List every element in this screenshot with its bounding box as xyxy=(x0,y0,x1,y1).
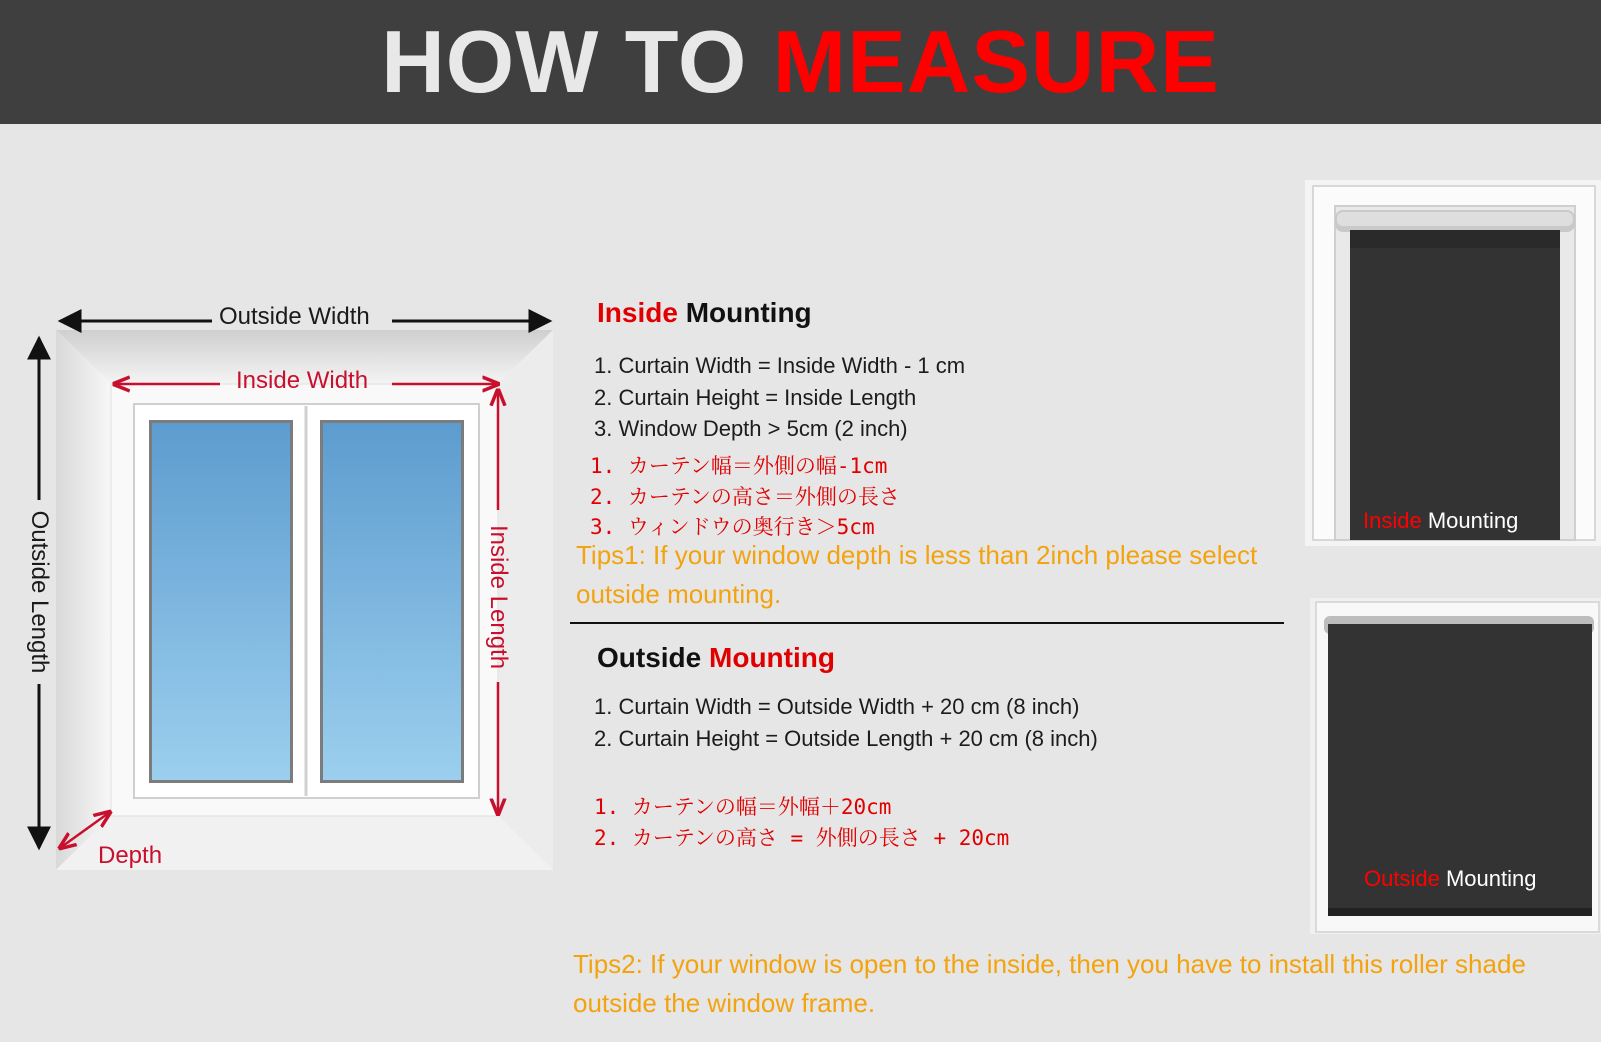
page-title xyxy=(0,0,1601,124)
section-divider xyxy=(570,622,1284,624)
window-frame xyxy=(111,384,498,816)
list-item: 1. Curtain Width = Inside Width - 1 cm xyxy=(594,353,966,378)
outside-mounting-title-black: Outside xyxy=(597,642,710,673)
list-item: 3. ウィンドウの奥行き＞5cm xyxy=(590,515,875,539)
outside-mounting-list xyxy=(594,691,1098,754)
list-item: 2. カーテンの高さ＝外側の長さ xyxy=(590,484,900,509)
inside-mounting-jp-list xyxy=(590,451,900,543)
caption-white: Mounting xyxy=(1421,508,1519,533)
list-item: 2. カーテンの高さ = 外側の長さ + 20cm xyxy=(594,825,1010,850)
outside-width-label: Outside Width xyxy=(219,303,370,330)
caption-red: Outside xyxy=(1364,866,1440,891)
window-diagram xyxy=(0,300,570,880)
tips2-text: Tips2: If your window is open to the inside, then you have to install this roller shade outside the window frame. xyxy=(573,949,1526,1018)
list-item: 2. Curtain Height = Inside Length xyxy=(594,384,917,410)
inside-mounting-title xyxy=(597,297,812,329)
inside-width-label: Inside Width xyxy=(236,367,369,394)
inside-mounting-title-black: Mounting xyxy=(677,297,812,328)
inside-mounting-photo xyxy=(1305,180,1601,546)
list-item: 1. カーテン幅＝外側の幅-1cm xyxy=(590,454,888,478)
list-item: 1. Curtain Width = Outside Width + 20 cm (8 inch) xyxy=(594,694,1080,719)
inside-mounting-list xyxy=(594,350,965,445)
page-header xyxy=(0,0,1601,124)
list-item: 1. カーテンの幅＝外幅＋20cm xyxy=(594,795,892,819)
outside-mounting-caption xyxy=(1364,866,1536,892)
title-part-how-to: HOW TO xyxy=(381,12,773,111)
glass-pane-right xyxy=(323,423,461,780)
inside-mounting-caption xyxy=(1363,508,1518,534)
depth-label: Depth xyxy=(98,842,163,869)
title-part-measure: MEASURE xyxy=(772,12,1220,111)
glass-pane-left xyxy=(152,423,290,780)
outside-mounting-title xyxy=(597,642,835,674)
outside-mounting-title-red: Mounting xyxy=(709,642,835,673)
inside-mounting-title-red: Inside xyxy=(597,297,678,328)
tips1-text: Tips1: If your window depth is less than 2inch please select outside mounting. xyxy=(576,540,1258,609)
list-item: 2. Curtain Height = Outside Length + 20 cm (8 inch) xyxy=(594,725,1098,751)
outside-length-label: Outside Length xyxy=(26,510,53,674)
caption-white: Mounting xyxy=(1439,866,1537,891)
inside-length-label: Inside Length xyxy=(485,524,512,670)
outside-mounting-photo xyxy=(1310,598,1601,934)
caption-red: Inside xyxy=(1363,508,1422,533)
list-item: 3. Window Depth > 5cm (2 inch) xyxy=(594,416,908,441)
outside-mounting-jp-list xyxy=(594,792,1009,853)
